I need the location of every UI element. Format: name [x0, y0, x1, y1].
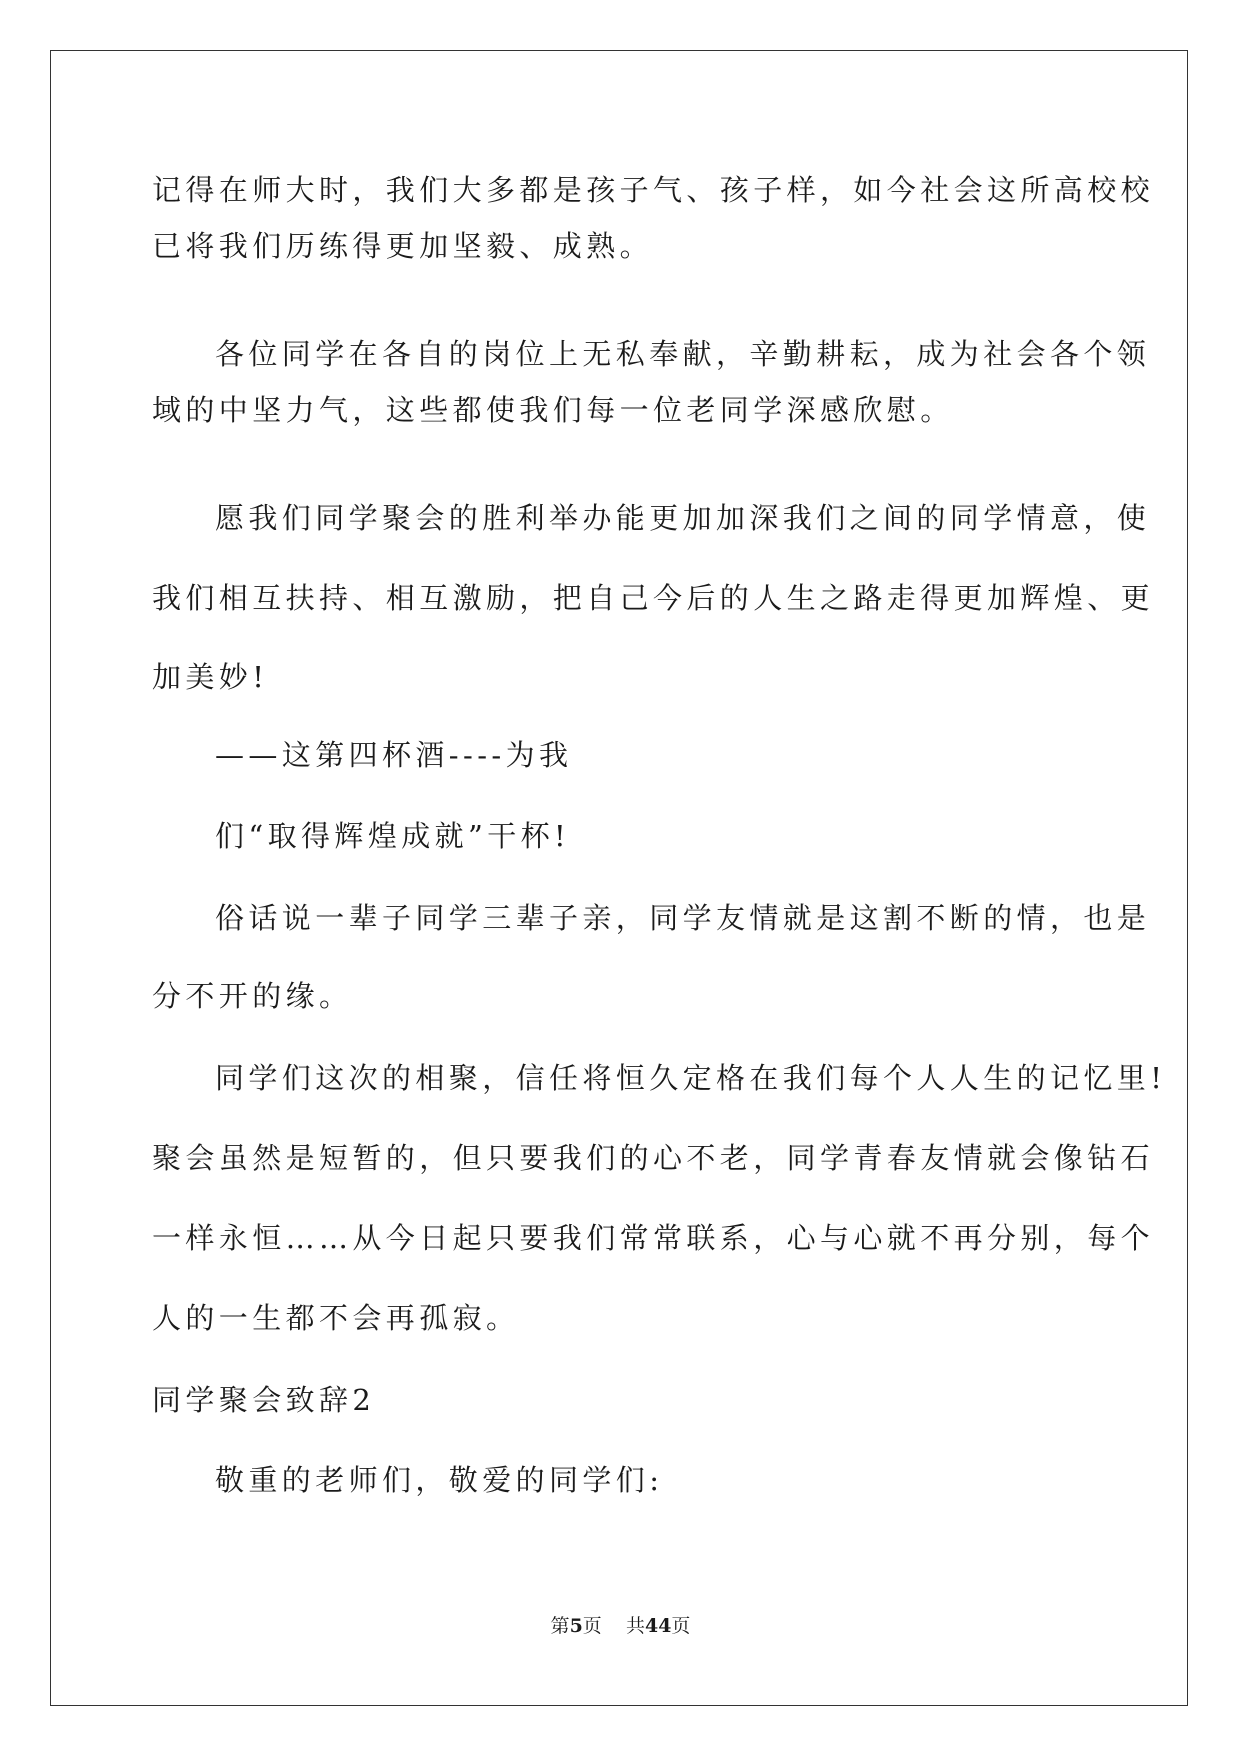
paragraph-start-line: ——这第四杯酒----为我	[215, 738, 573, 772]
body-line: 人的一生都不会再孤寂。	[152, 1301, 520, 1335]
footer-suffix: 页	[671, 1615, 691, 1637]
footer-middle: 页 共	[582, 1615, 645, 1637]
body-line: 已将我们历练得更加坚毅、成熟。	[152, 229, 654, 263]
paragraph-start-line: 各位同学在各自的岗位上无私奉献，辛勤耕耘，成为社会各个领	[215, 337, 1151, 371]
body-line: 记得在师大时，我们大多都是孩子气、孩子样，如今社会这所高校校	[152, 173, 1155, 207]
total-page-count: 44	[644, 1615, 672, 1637]
page-frame	[50, 50, 1188, 1706]
body-line: 一样永恒……从今日起只要我们常常联系，心与心就不再分别，每个	[152, 1221, 1155, 1255]
body-line: 加美妙!	[152, 660, 269, 694]
paragraph-start-line: 愿我们同学聚会的胜利举办能更加加深我们之间的同学情意，使	[215, 501, 1151, 535]
body-line: 聚会虽然是短暂的，但只要我们的心不老，同学青春友情就会像钻石	[152, 1141, 1155, 1175]
paragraph-start-line: 敬重的老师们，敬爱的同学们:	[215, 1463, 664, 1497]
footer-prefix: 第	[550, 1615, 570, 1637]
body-line: 我们相互扶持、相互激励，把自己今后的人生之路走得更加辉煌、更	[152, 581, 1155, 615]
body-line: 域的中坚力气，这些都使我们每一位老同学深感欣慰。	[152, 393, 954, 427]
current-page-number: 5	[569, 1615, 583, 1637]
paragraph-start-line: 们“取得辉煌成就”干杯!	[215, 819, 571, 853]
paragraph-start-line: 俗话说一辈子同学三辈子亲，同学友情就是这割不断的情，也是	[215, 901, 1151, 935]
page-number-footer	[0, 1614, 1241, 1638]
section-heading: 同学聚会致辞2	[152, 1383, 376, 1417]
body-line: 分不开的缘。	[152, 979, 353, 1013]
paragraph-start-line: 同学们这次的相聚，信任将恒久定格在我们每个人人生的记忆里!	[215, 1061, 1167, 1095]
